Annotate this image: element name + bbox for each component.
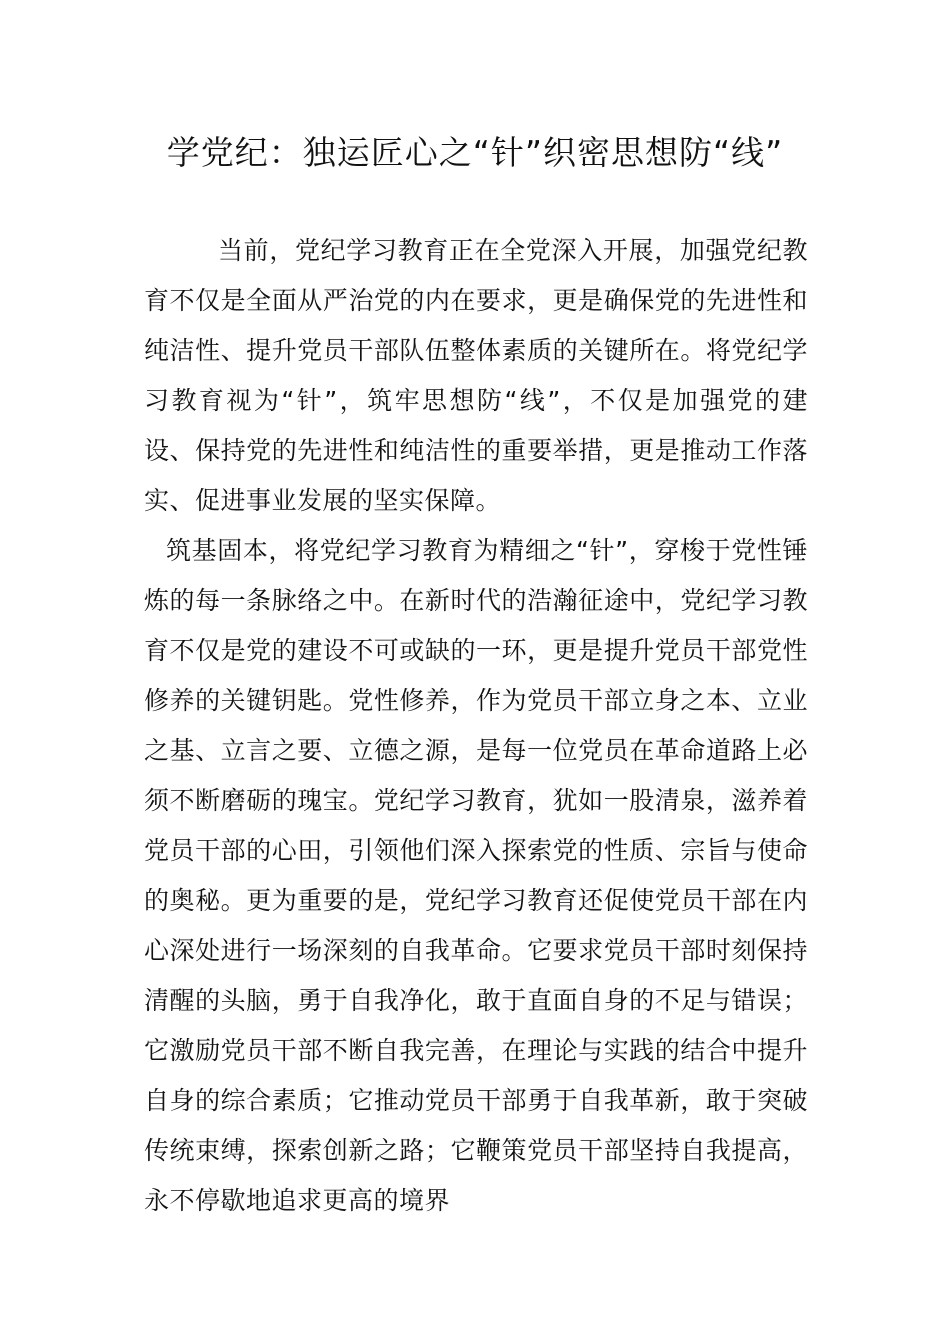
document-title: 学党纪：独运匠心之“针”织密思想防“线” (166, 133, 784, 172)
paragraph-foundation: 筑基固本，将党纪学习教育为精细之“针”，穿梭于党性锤炼的每一条脉络之中。在新时代的浩瀚征途中，党纪学习教育不仅是党的建设不可或缺的一环，更是提升党员干部党性修养的关键钥匙。党性修养，作为党员干部立身之本、立业之基、立言之要、立德之源，是每一位党员在革命道路上必须不断磨砺的瑰宝。党纪学习教育，犹如一股清泉，滋养着党员干部的心田，引领他们深入探索党的性质、宗旨与使命的奥秘。更为重要的是，党纪学习教育还促使党员干部在内心深处进行一场深刻的自我革命。它要求党员干部时刻保持清醒的头脑，勇于自我净化，敢于直面自身的不足与错误；它激励党员干部不断自我完善，在理论与实践的结合中提升自身的综合素质；它推动党员干部勇于自我革新，敢于突破传统束缚，探索创新之路；它鞭策党员干部坚持自我提高，永不停歇地追求更高的境界 (144, 536, 808, 1215)
paragraph-intro: 当前，党纪学习教育正在全党深入开展，加强党纪教育不仅是全面从严治党的内在要求，更是确保党的先进性和纯洁性、提升党员干部队伍整体素质的关键所在。将党纪学习教育视为“针”，筑牢思想防“线”，不仅是加强党的建设、保持党的先进性和纯洁性的重要举措，更是推动工作落实、促进事业发展的坚实保障。 (144, 236, 808, 515)
document-body (144, 226, 808, 1226)
